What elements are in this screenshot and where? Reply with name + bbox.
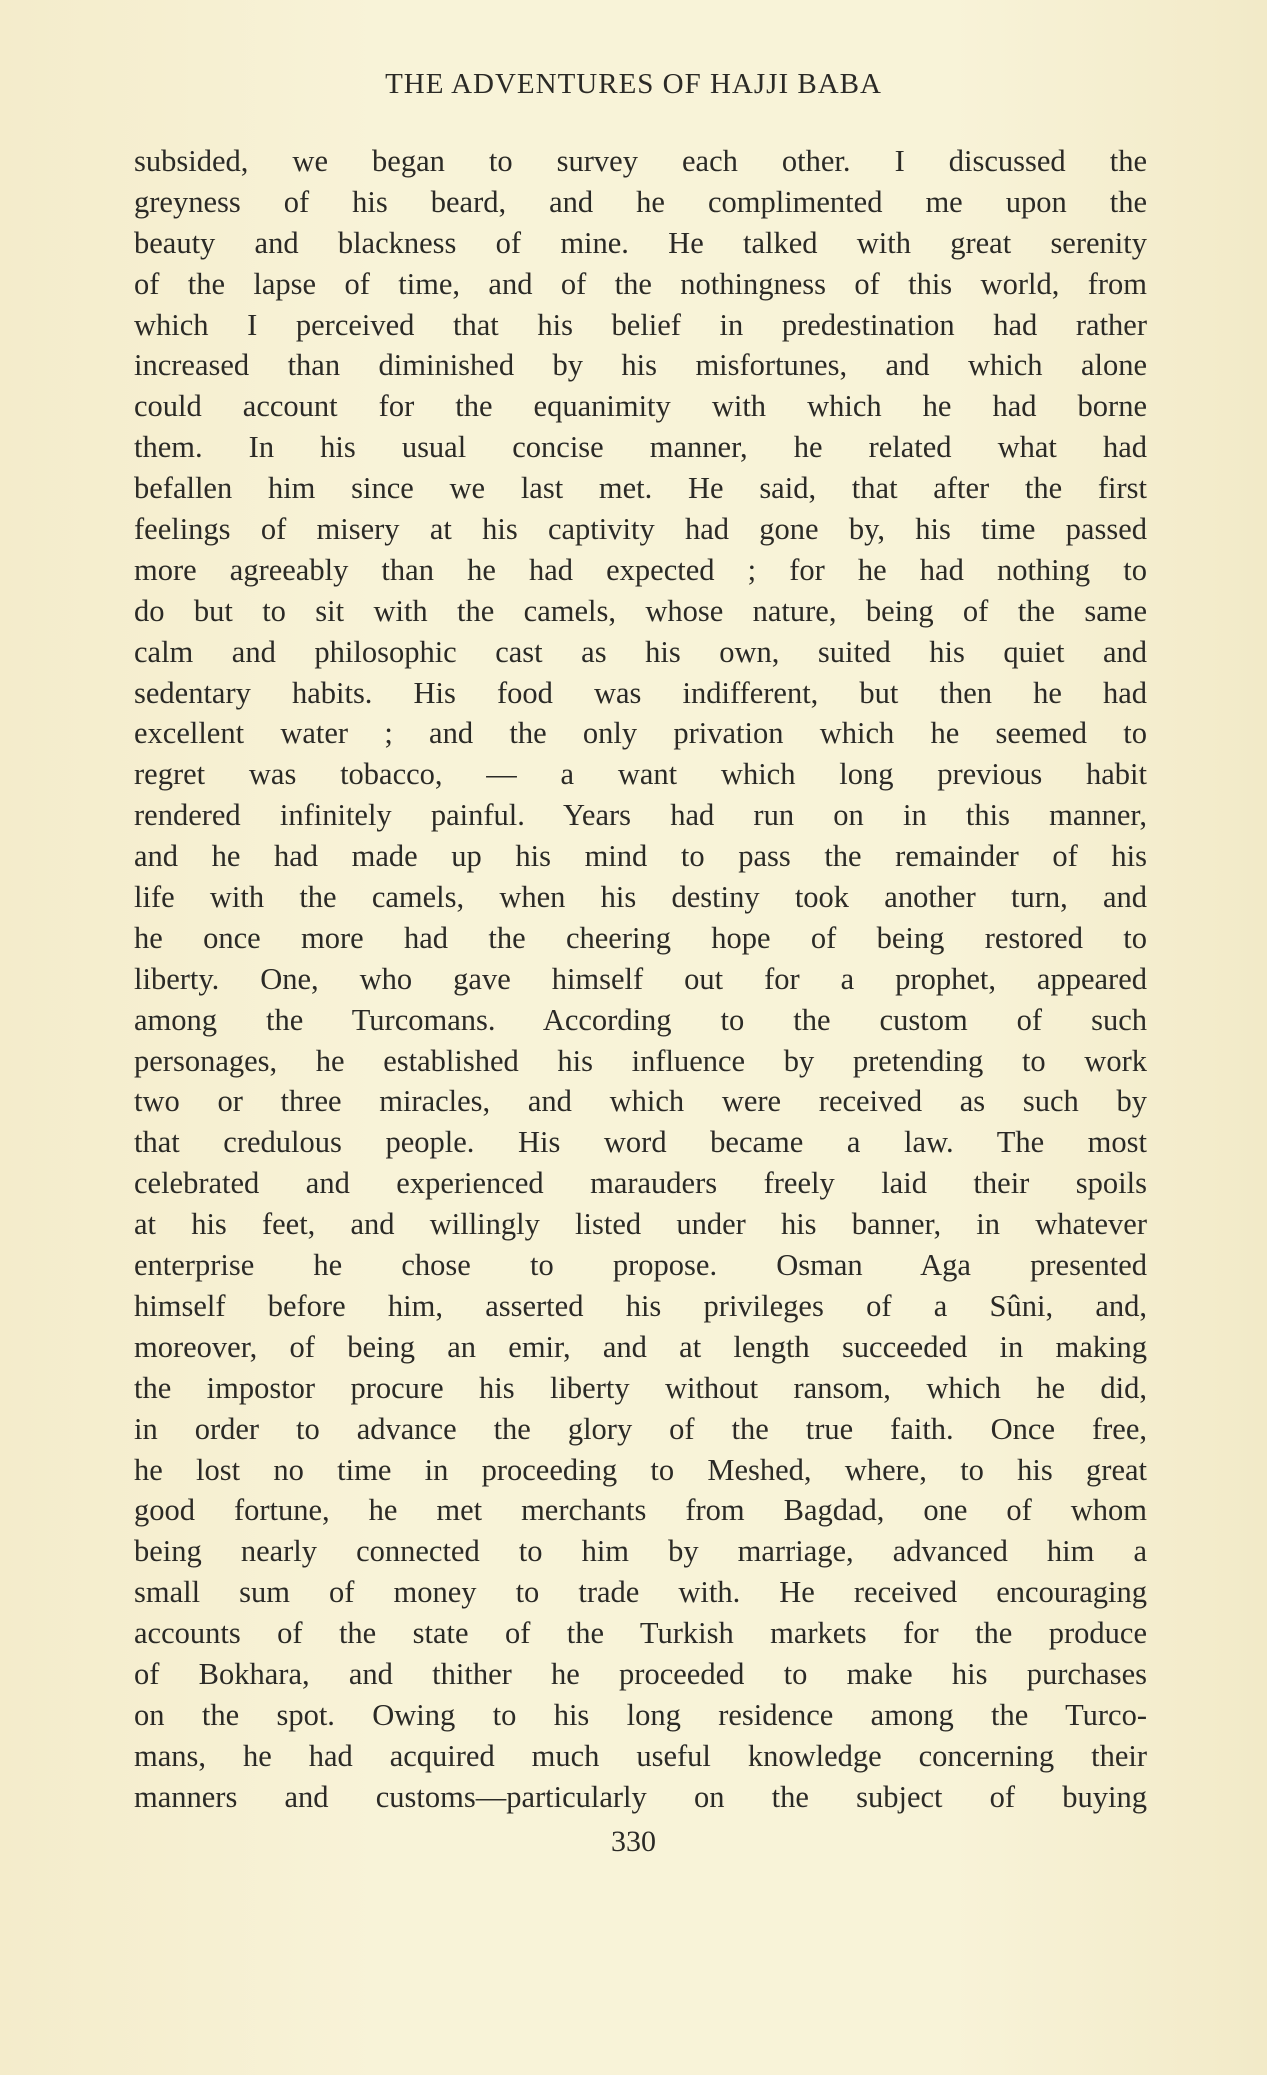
text-line: himself before him, asserted his privileges of a Sûni, and, [134, 1288, 1147, 1323]
text-line: mans, he had acquired much useful knowledge concerning their [134, 1738, 1147, 1773]
text-line: celebrated and experienced marauders freely laid their spoils [134, 1166, 1147, 1201]
text-line: he lost no time in proceeding to Meshed, where, to his great [134, 1452, 1147, 1487]
text-line: do but to sit with the camels, whose nature, being of the same [134, 593, 1147, 628]
text-line: the impostor procure his liberty without ransom, which he did, [134, 1370, 1147, 1405]
text-line: on the spot. Owing to his long residence among the Turco- [134, 1697, 1147, 1732]
text-line: small sum of money to trade with. He received encouraging [134, 1575, 1147, 1610]
text-line: of Bokhara, and thither he proceeded to make his purchases [134, 1656, 1147, 1691]
text-line: befallen him since we last met. He said, that after the first [134, 471, 1147, 506]
text-line: manners and customs—particularly on the subject of buying [134, 1779, 1147, 1814]
text-line: excellent water ; and the only privation which he seemed to [134, 716, 1147, 751]
text-line: could account for the equanimity with which he had borne [134, 389, 1147, 424]
text-line: among the Turcomans. According to the custom of such [134, 1002, 1147, 1037]
text-line: rendered infinitely painful. Years had run on in this manner, [134, 798, 1147, 833]
text-line: subsided, we began to survey each other. I discussed the [134, 144, 1147, 178]
text-line: sedentary habits. His food was indifferent, but then he had [134, 675, 1147, 710]
text-line: moreover, of being an emir, and at length succeeded in making [134, 1329, 1147, 1364]
text-line: personages, he established his influence by pretending to work [134, 1043, 1147, 1078]
text-line: regret was tobacco, — a want which long previous habit [134, 757, 1147, 792]
text-line: in order to advance the glory of the true faith. Once free, [134, 1411, 1147, 1446]
text-line: greyness of his beard, and he complimented me upon the [134, 184, 1147, 219]
running-head: THE ADVENTURES OF HAJJI BABA [385, 68, 882, 100]
text-line: increased than diminished by his misfortunes, and which alone [134, 348, 1147, 383]
text-line: of the lapse of time, and of the nothingness of this world, from [134, 266, 1147, 301]
text-line: life with the camels, when his destiny took another turn, and [134, 880, 1147, 915]
text-line: them. In his usual concise manner, he related what had [134, 430, 1147, 465]
text-line: liberty. One, who gave himself out for a prophet, appeared [134, 961, 1147, 996]
text-line: that credulous people. His word became a law. The most [134, 1125, 1147, 1160]
text-line: two or three miracles, and which were received as such by [134, 1084, 1147, 1119]
text-line: accounts of the state of the Turkish markets for the produce [134, 1616, 1147, 1651]
text-line: good fortune, he met merchants from Bagdad, one of whom [134, 1493, 1147, 1528]
text-line: and he had made up his mind to pass the remainder of his [134, 839, 1147, 874]
text-line: feelings of misery at his captivity had gone by, his time passed [134, 512, 1147, 547]
text-line: more agreeably than he had expected ; for he had nothing to [134, 552, 1147, 587]
page-number: 330 [611, 1825, 656, 1858]
text-line: being nearly connected to him by marriage, advanced him a [134, 1534, 1147, 1569]
text-line: which I perceived that his belief in predestination had rather [134, 307, 1147, 342]
body-text [134, 141, 1147, 1818]
text-line: at his feet, and willingly listed under his banner, in whatever [134, 1207, 1147, 1242]
text-line: enterprise he chose to propose. Osman Aga presented [134, 1248, 1147, 1283]
text-line: he once more had the cheering hope of being restored to [134, 920, 1147, 955]
text-line: beauty and blackness of mine. He talked with great serenity [134, 225, 1147, 260]
text-line: calm and philosophic cast as his own, suited his quiet and [134, 634, 1147, 669]
